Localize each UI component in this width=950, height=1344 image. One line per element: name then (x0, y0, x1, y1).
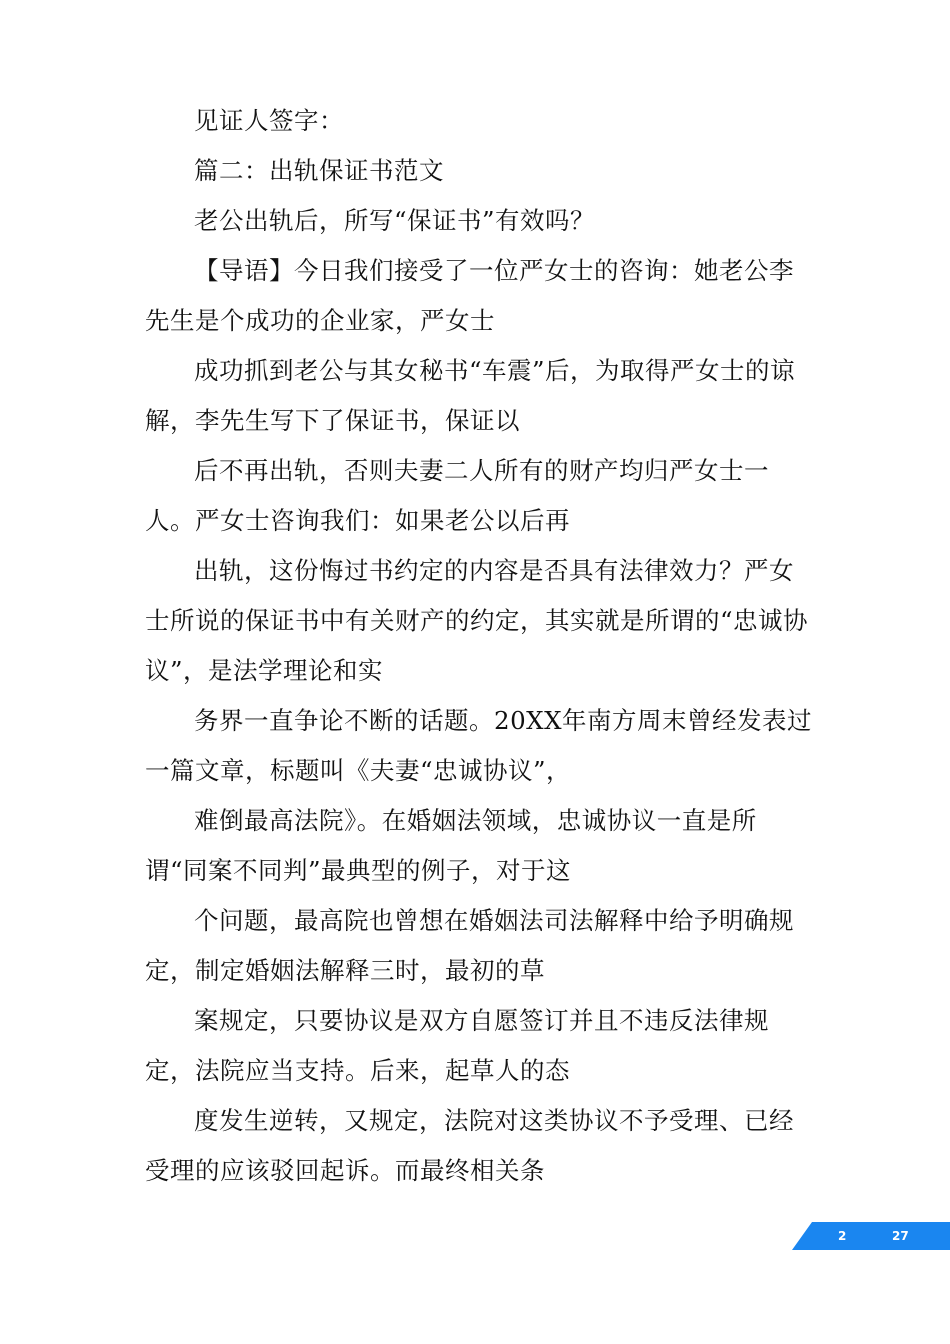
page-band-shape (792, 1222, 950, 1250)
document-body (145, 96, 815, 1196)
page-number-band (792, 1222, 950, 1250)
paragraph-question: 老公出轨后，所写“保证书”有效吗？ (194, 206, 596, 235)
paragraph-body: 个问题，最高院也曾想在婚姻法司法解释中给予明确规定，制定婚姻法解释三时，最初的草 (145, 906, 794, 985)
paragraph-body: 出轨，这份悔过书约定的内容是否具有法律效力？严女士所说的保证书中有关财产的约定，其实就是所谓的“忠诚协议”，是法学理论和实 (145, 556, 809, 685)
paragraph-body: 成功抓到老公与其女秘书“车震”后，为取得严女士的谅解，李先生写下了保证书，保证以 (145, 356, 796, 435)
paragraph-body: 度发生逆转，又规定，法院对这类协议不予受理、已经受理的应该驳回起诉。而最终相关条 (145, 1106, 794, 1185)
current-page-number: 2 (838, 1229, 847, 1243)
paragraph-body: 难倒最高法院》。在婚姻法领域，忠诚协议一直是所谓“同案不同判”最典型的例子，对于这 (145, 806, 757, 885)
paragraph-section-title: 篇二：出轨保证书范文 (194, 156, 444, 185)
paragraph-intro: 【导语】今日我们接受了一位严女士的咨询：她老公李先生是个成功的企业家，严女士 (145, 256, 794, 335)
paragraph-body: 后不再出轨，否则夫妻二人所有的财产均归严女士一人。严女士咨询我们：如果老公以后再 (145, 456, 769, 535)
paragraph-body: 案规定，只要协议是双方自愿签订并且不违反法律规定，法院应当支持。后来，起草人的态 (145, 1006, 769, 1085)
paragraph-witness-signature: 见证人签字： (194, 106, 344, 135)
paragraph-body: 务界一直争论不断的话题。20XX年南方周末曾经发表过一篇文章，标题叫《夫妻“忠诚协议”， (145, 706, 813, 785)
total-page-count: 27 (892, 1229, 909, 1243)
